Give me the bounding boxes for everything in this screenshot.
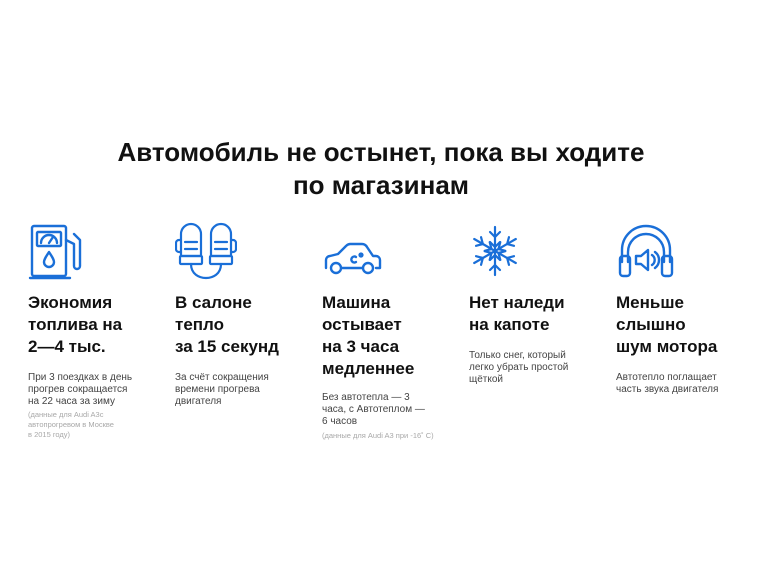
feature-title: [322, 292, 462, 380]
feature-title-line: Нет наледи: [469, 293, 565, 312]
fuel-pump-icon: [28, 222, 90, 282]
feature-title-line: В салоне: [175, 293, 252, 312]
feature-title-line: 2—4 тыс.: [28, 337, 106, 356]
feature-description-line: Без автотепла — 3: [322, 392, 410, 403]
feature-title-line: Экономия: [28, 293, 113, 312]
feature-description-line: Автотепло поглащает: [616, 372, 717, 383]
feature-title: [175, 292, 315, 358]
headline-line-1: Автомобиль не остынет, пока вы ходите: [117, 137, 645, 167]
feature-description-line: щёткой: [469, 374, 504, 385]
feature-description-line: За счёт сокращения: [175, 372, 269, 383]
feature-title-line: слышно: [616, 315, 686, 334]
feature-description-line: 6 часов: [322, 416, 358, 427]
headline-line-2: по магазинам: [292, 170, 470, 200]
feature-title-line: на капоте: [469, 315, 550, 334]
feature-title: [469, 292, 609, 336]
feature-description-line: Только снег, который: [469, 350, 566, 361]
feature-title: [28, 292, 168, 358]
feature-description-line: прогрев сокращается: [28, 384, 128, 395]
feature-footnote-line: (данные для Audi A3с: [28, 410, 104, 419]
feature-description-line: часть звука двигателя: [616, 384, 719, 395]
feature-title: [616, 292, 756, 358]
car-temperature-icon: [322, 222, 384, 282]
feature-description-line: времени прогрева: [175, 384, 260, 395]
feature-title-line: топлива на: [28, 315, 123, 334]
feature-description: [175, 372, 315, 408]
feature-description: [616, 372, 756, 396]
feature-title-line: за 15 секунд: [175, 337, 279, 356]
snowflake-icon: [469, 222, 531, 282]
feature-footnote-line: автопрогревом в Москве: [28, 420, 114, 429]
feature-description-line: легко убрать простой: [469, 362, 569, 373]
feature-title-line: тепло: [175, 315, 225, 334]
feature-title-line: на 3 часа: [322, 337, 400, 356]
feature-footnote-line: в 2015 году): [28, 430, 71, 439]
feature-footnote: [322, 431, 462, 441]
feature-description: [469, 350, 609, 386]
feature-description: [28, 372, 168, 408]
feature-description-line: При 3 поездках в день: [28, 372, 133, 383]
feature-description-line: двигателя: [175, 396, 222, 407]
headphones-icon: [616, 222, 678, 282]
feature-description-line: часа, с Автотеплом —: [322, 404, 425, 415]
feature-title-line: остывает: [322, 315, 402, 334]
feature-footnote-line: (данные для Audi A3 при -16˚ С): [322, 431, 434, 440]
feature-title-line: шум мотора: [616, 337, 718, 356]
feature-footnote: [28, 410, 168, 440]
mittens-icon: [175, 222, 237, 282]
feature-description-line: на 22 часа за зиму: [28, 396, 115, 407]
feature-title-line: медленнее: [322, 359, 415, 378]
feature-title-line: Меньше: [616, 293, 684, 312]
feature-description: [322, 392, 462, 428]
feature-title-line: Машина: [322, 293, 391, 312]
